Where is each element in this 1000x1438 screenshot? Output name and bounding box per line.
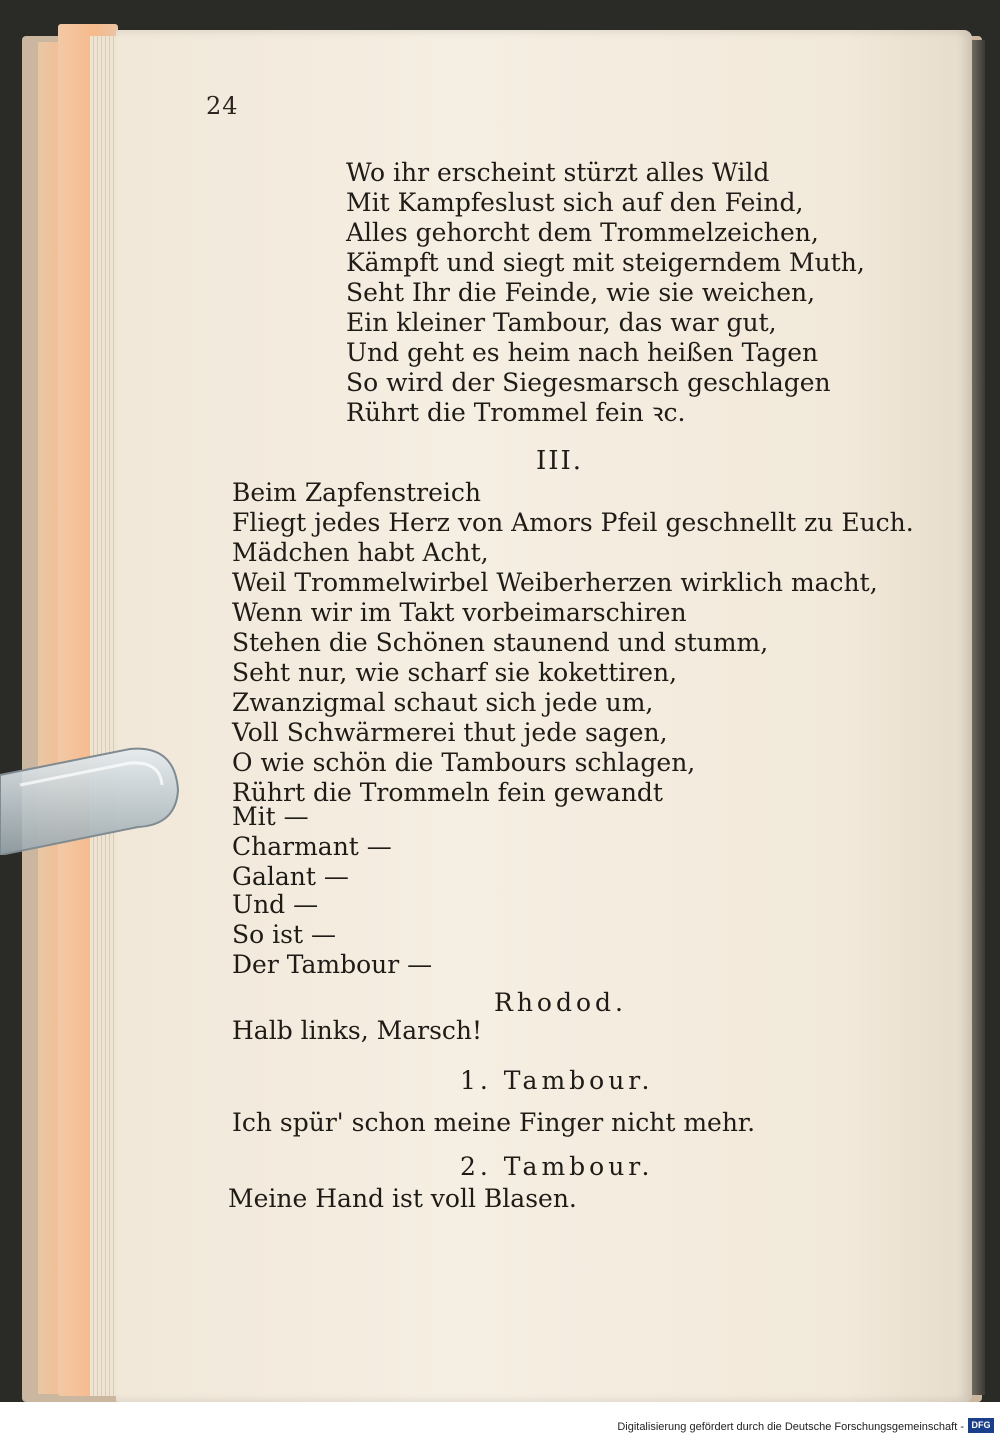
verse-line: Rührt die Trommel fein ꝛc. (346, 398, 686, 427)
speaker-name: Rhodod. (494, 988, 627, 1017)
verse-line: Der Tambour — (232, 950, 433, 979)
digitization-credit: Digitalisierung gefördert durch die Deutsche Forschungsgemeinschaft - (617, 1421, 964, 1433)
verse-line: Fliegt jedes Herz von Amors Pfeil geschnellt zu Euch. (232, 508, 914, 537)
verse-line: So wird der Siegesmarsch geschlagen (346, 368, 831, 397)
verse-line: Voll Schwärmerei thut jede sagen, (232, 718, 668, 747)
dfg-logo: DFG (968, 1418, 994, 1433)
verse-line: Stehen die Schönen staunend und stumm, (232, 628, 769, 657)
verse-line: Und geht es heim nach heißen Tagen (346, 338, 819, 367)
verse-line: Mit Kampfeslust sich auf den Feind, (346, 188, 804, 217)
verse-line: Wenn wir im Takt vorbeimarschiren (232, 598, 687, 627)
page-clip (0, 745, 180, 855)
verse-line: Wo ihr erscheint stürzt alles Wild (346, 158, 770, 187)
verse-line: Und — (232, 890, 319, 919)
verse-line: Charmant — (232, 832, 392, 861)
dialogue-line: Meine Hand ist voll Blasen. (228, 1184, 577, 1213)
verse-line: So ist — (232, 920, 336, 949)
verse-line: Zwanzigmal schaut sich jede um, (232, 688, 654, 717)
speaker-name: 1. Tambour. (460, 1066, 654, 1095)
speaker-name: 2. Tambour. (460, 1152, 654, 1181)
dialogue-line: Ich spür' schon meine Finger nicht mehr. (232, 1108, 756, 1137)
page-number: 24 (206, 92, 239, 120)
verse-line: Ein kleiner Tambour, das war gut, (346, 308, 777, 337)
verse-line: Seht Ihr die Feinde, wie sie weichen, (346, 278, 816, 307)
verse-line: Mädchen habt Acht, (232, 538, 489, 567)
section-heading: III. (536, 446, 584, 476)
verse-line: O wie schön die Tambours schlagen, (232, 748, 696, 777)
verse-line: Beim Zapfenstreich (232, 478, 481, 507)
dialogue-line: Halb links, Marsch! (232, 1016, 483, 1045)
verse-line: Kämpft und siegt mit steigerndem Muth, (346, 248, 865, 277)
verse-line: Alles gehorcht dem Trommelzeichen, (346, 218, 819, 247)
verse-line: Mit — (232, 802, 309, 831)
verse-line: Rührt die Trommeln fein gewandt (232, 778, 663, 807)
verse-line: Seht nur, wie scharf sie kokettiren, (232, 658, 678, 687)
verse-line: Weil Trommelwirbel Weiberherzen wirklich macht, (232, 568, 878, 597)
verse-line: Galant — (232, 862, 349, 891)
